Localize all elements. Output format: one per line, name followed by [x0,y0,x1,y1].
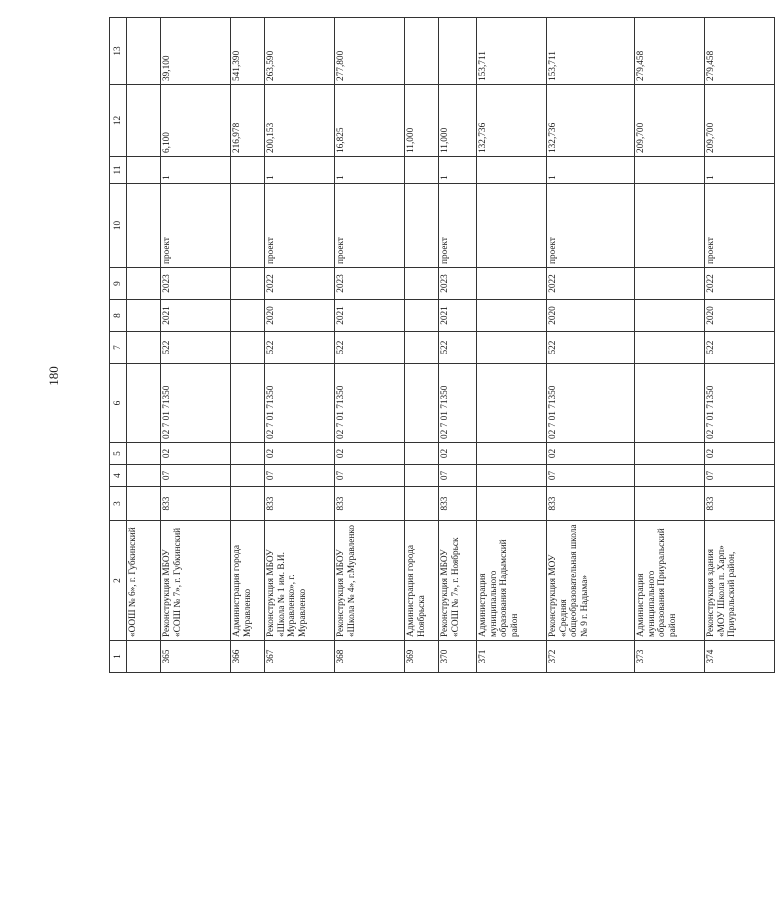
table-cell-col-2: Администрация муниципального образования Приуральский район [635,521,705,641]
table-cell-col-11: 1 [439,157,477,184]
table-cell-col-2: Реконструкция МОУ «Средняя общеобразовательная школа № 9 г. Надыма» [547,521,635,641]
table-cell-col-7: 522 [705,332,775,364]
table-row [405,18,439,673]
table-cell-col-3 [405,487,439,521]
table-cell-col-1: 369 [405,641,439,673]
table-cell-col-1: 368 [335,641,405,673]
table-cell-col-6: 02 7 01 71350 [161,364,231,443]
header-cell-8: 8 [110,300,127,332]
table-cell-col-1: 365 [161,641,231,673]
table-cell-col-3 [127,487,161,521]
table-cell-col-4 [127,465,161,487]
table-cell-col-4: 07 [335,465,405,487]
table-cell-col-12: 209,700 [635,85,705,157]
table-cell-col-8 [231,300,265,332]
table-cell-col-7: 522 [439,332,477,364]
table-cell-col-13 [405,18,439,85]
table-cell-col-7 [231,332,265,364]
table-header-row [110,18,127,673]
table-cell-col-6: 02 7 01 71350 [705,364,775,443]
table-cell-col-3: 833 [265,487,335,521]
header-cell-9: 9 [110,268,127,300]
table-cell-col-4 [477,465,547,487]
table-cell-col-3: 833 [705,487,775,521]
table-row [635,18,705,673]
table-cell-col-9 [477,268,547,300]
table-cell-col-4: 07 [439,465,477,487]
table-cell-col-7 [405,332,439,364]
table-cell-col-6 [231,364,265,443]
table-cell-col-12: 216,978 [231,85,265,157]
table-row [161,18,231,673]
table-cell-col-8: 2020 [547,300,635,332]
table-cell-col-8: 2021 [161,300,231,332]
table-row [547,18,635,673]
table-cell-col-9: 2022 [705,268,775,300]
table-cell-col-3 [477,487,547,521]
table-cell-col-2: Реконструкция МБОУ «СОШ № 7», г. Губкинский [161,521,231,641]
table-cell-col-7: 522 [547,332,635,364]
table-cell-col-7: 522 [335,332,405,364]
table-cell-col-8: 2021 [439,300,477,332]
table-cell-col-12 [127,85,161,157]
table-cell-col-5: 02 [265,443,335,465]
table-cell-col-12: 6,100 [161,85,231,157]
header-cell-1: 1 [110,641,127,673]
table-cell-col-13 [439,18,477,85]
header-cell-2: 2 [110,521,127,641]
table-cell-col-5: 02 [335,443,405,465]
table-cell-col-7: 522 [265,332,335,364]
table-cell-col-10 [231,184,265,268]
table-cell-col-12: 200,153 [265,85,335,157]
table-cell-col-1: 367 [265,641,335,673]
table-cell-col-2: Реконструкция здания «МОУ Школа п. Харп» Приуральский район, [705,521,775,641]
table-cell-col-6: 02 7 01 71350 [547,364,635,443]
table-cell-col-1: 370 [439,641,477,673]
table-cell-col-10: проект [547,184,635,268]
table-cell-col-6 [635,364,705,443]
table-cell-col-2: Реконструкция МБОУ «Школа № 1 им. В.И. Муравленко», г. Муравленко [265,521,335,641]
table-cell-col-2: Администрация города Муравленко [231,521,265,641]
table-cell-col-5: 02 [547,443,635,465]
table-cell-col-13 [127,18,161,85]
table-cell-col-12: 16,825 [335,85,405,157]
table-cell-col-3: 833 [161,487,231,521]
table-cell-col-13: 279,458 [635,18,705,85]
table-cell-col-9 [127,268,161,300]
table-cell-col-9: 2023 [439,268,477,300]
table-cell-col-13: 277,800 [335,18,405,85]
table-cell-col-5 [127,443,161,465]
table-cell-col-10: проект [161,184,231,268]
table-cell-col-7 [477,332,547,364]
table-cell-col-5: 02 [705,443,775,465]
table-body [110,18,775,673]
table-cell-col-3: 833 [547,487,635,521]
table-cell-col-5: 02 [161,443,231,465]
table-cell-col-6: 02 7 01 71350 [265,364,335,443]
table-row [477,18,547,673]
table-cell-col-9: 2022 [265,268,335,300]
table-cell-col-10 [405,184,439,268]
table-cell-col-5 [231,443,265,465]
table-cell-col-13: 153,711 [477,18,547,85]
table-cell-col-6: 02 7 01 71350 [335,364,405,443]
rotated-table-container [109,18,738,673]
table-cell-col-10 [635,184,705,268]
table-cell-col-7 [635,332,705,364]
table-cell-col-4: 07 [705,465,775,487]
table-cell-col-2: Реконструкция МБОУ «СОШ № 7», г. Ноябрьск [439,521,477,641]
table-row [231,18,265,673]
header-cell-5: 5 [110,443,127,465]
table-row [439,18,477,673]
table-cell-col-11 [405,157,439,184]
header-cell-4: 4 [110,465,127,487]
table-cell-col-1: 374 [705,641,775,673]
table-cell-col-12: 209,700 [705,85,775,157]
table-cell-col-5: 02 [439,443,477,465]
table-cell-col-13: 153,711 [547,18,635,85]
header-cell-11: 11 [110,157,127,184]
table-cell-col-1: 372 [547,641,635,673]
table-cell-col-3: 833 [335,487,405,521]
table-cell-col-1 [127,641,161,673]
header-cell-3: 3 [110,487,127,521]
table-cell-col-4: 07 [547,465,635,487]
table-cell-col-12: 132,736 [477,85,547,157]
table-cell-col-12: 11,000 [405,85,439,157]
table-cell-col-11 [477,157,547,184]
header-cell-13: 13 [110,18,127,85]
header-cell-10: 10 [110,184,127,268]
table-cell-col-8 [405,300,439,332]
table-cell-col-11: 1 [335,157,405,184]
table-cell-col-4: 07 [161,465,231,487]
header-cell-7: 7 [110,332,127,364]
table-cell-col-11 [635,157,705,184]
table-cell-col-8: 2020 [265,300,335,332]
table-row [335,18,405,673]
table-cell-col-2: Администрация муниципального образования Надымский район [477,521,547,641]
table-row [705,18,775,673]
header-cell-6: 6 [110,364,127,443]
table-cell-col-8: 2021 [335,300,405,332]
header-cell-12: 12 [110,85,127,157]
table-cell-col-4: 07 [265,465,335,487]
table-cell-col-11: 1 [547,157,635,184]
table-cell-col-4 [231,465,265,487]
table-cell-col-6 [127,364,161,443]
table-cell-col-10 [477,184,547,268]
table-cell-col-13: 263,590 [265,18,335,85]
table-cell-col-8 [477,300,547,332]
table-cell-col-9: 2023 [335,268,405,300]
table-cell-col-7 [127,332,161,364]
table-cell-col-9: 2022 [547,268,635,300]
table-cell-col-2: Реконструкция МБОУ «Школа № 4», г.Муравленко [335,521,405,641]
table-cell-col-8 [635,300,705,332]
table-cell-col-10: проект [265,184,335,268]
table-cell-col-11 [231,157,265,184]
table-cell-col-2: «ООШ № 6», г. Губкинский [127,521,161,641]
table-cell-col-6 [477,364,547,443]
table-cell-col-5 [635,443,705,465]
table-cell-col-8 [127,300,161,332]
page-number: 180 [45,366,61,386]
table-cell-col-4 [405,465,439,487]
table-cell-col-9 [635,268,705,300]
table-cell-col-9: 2023 [161,268,231,300]
table-cell-col-5 [405,443,439,465]
table-cell-col-13: 39,100 [161,18,231,85]
table-cell-col-1: 366 [231,641,265,673]
table-cell-col-11: 1 [705,157,775,184]
table-cell-col-6: 02 7 01 71350 [439,364,477,443]
table-cell-col-9 [231,268,265,300]
table-cell-col-10 [127,184,161,268]
table-cell-col-1: 373 [635,641,705,673]
table-cell-col-11 [127,157,161,184]
table-cell-col-6 [405,364,439,443]
table-cell-col-3 [231,487,265,521]
table-cell-col-13: 279,458 [705,18,775,85]
table-cell-col-11: 1 [161,157,231,184]
table-cell-col-3: 833 [439,487,477,521]
table-cell-col-13: 541,390 [231,18,265,85]
table-row [265,18,335,673]
table-cell-col-10: проект [705,184,775,268]
table-cell-col-9 [405,268,439,300]
table-cell-col-2: Администрация города Ноябрьска [405,521,439,641]
table-cell-col-4 [635,465,705,487]
table-cell-col-10: проект [439,184,477,268]
table-cell-col-5 [477,443,547,465]
table-cell-col-12: 132,736 [547,85,635,157]
table-cell-col-1: 371 [477,641,547,673]
table-cell-col-11: 1 [265,157,335,184]
table-cell-col-12: 11,000 [439,85,477,157]
table-cell-col-7: 522 [161,332,231,364]
table-cell-col-8: 2020 [705,300,775,332]
budget-table [109,17,775,673]
table-cell-col-10: проект [335,184,405,268]
table-cell-col-3 [635,487,705,521]
table-row [127,18,161,673]
